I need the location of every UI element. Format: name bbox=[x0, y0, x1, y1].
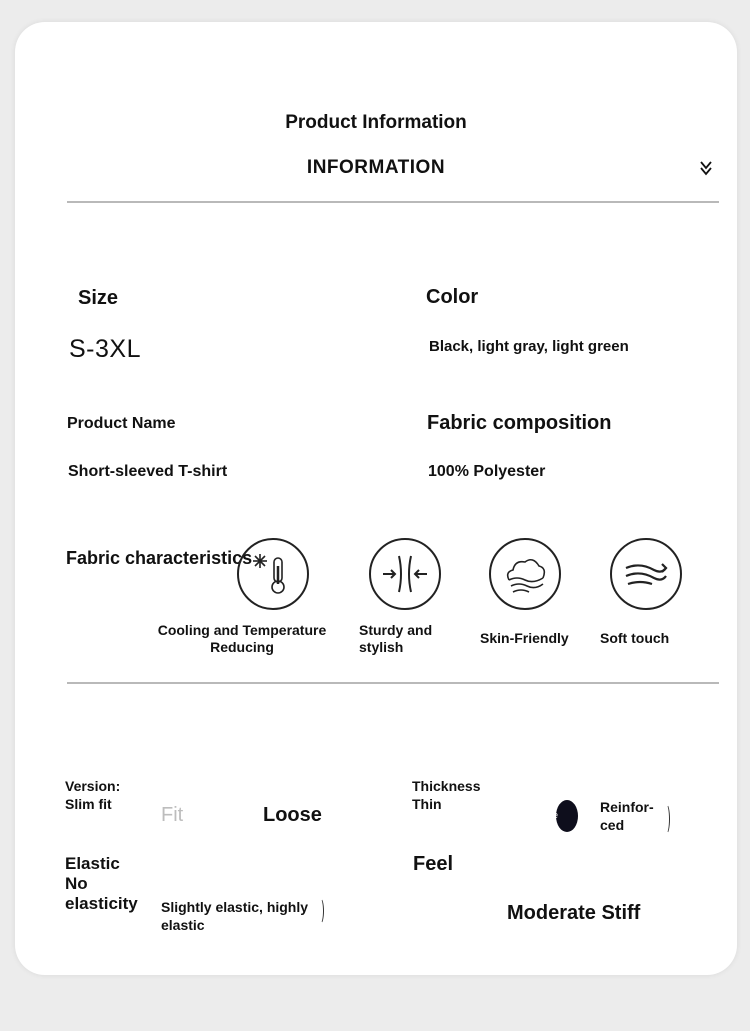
size-label: Size bbox=[78, 287, 119, 309]
feature-skin-friendly-label: Skin-Friendly bbox=[480, 630, 569, 646]
cloud-icon bbox=[489, 538, 561, 610]
fabric-composition-value: 100% Polyester bbox=[428, 463, 546, 480]
loose-option: Loose bbox=[263, 804, 322, 826]
reinforced-line2: ced bbox=[600, 817, 625, 833]
color-label: Color bbox=[426, 286, 479, 308]
reinforced-option bbox=[600, 798, 654, 834]
elastic-option bbox=[161, 898, 308, 934]
size-value: S-3XL bbox=[69, 335, 141, 363]
thermometer-snowflake-icon bbox=[237, 538, 309, 610]
feel-value: Moderate Stiff bbox=[507, 902, 641, 924]
feature-sturdy-label: Sturdy and stylish bbox=[359, 622, 433, 655]
feather-wind-icon bbox=[610, 538, 682, 610]
product-name-value: Short-sleeved T-shirt bbox=[68, 463, 228, 480]
elastic-option-line1: Slightly elastic, highly bbox=[161, 899, 309, 915]
page-subtitle: INFORMATION bbox=[306, 157, 446, 178]
thickness-indicator-text: e bbox=[553, 810, 559, 820]
thickness-indicator bbox=[556, 800, 578, 832]
version-group bbox=[65, 777, 120, 813]
elastic-option-line2: elastic bbox=[161, 917, 205, 933]
elastic-value-line1: No bbox=[65, 874, 88, 893]
feel-label: Feel bbox=[413, 853, 454, 875]
feature-cooling-label: Cooling and Temperature Reducing bbox=[157, 622, 327, 655]
page-title: Product Information bbox=[285, 112, 467, 133]
thickness-value: Thin bbox=[412, 796, 442, 812]
fabric-characteristics-label: Fabric characteristics bbox=[66, 548, 253, 568]
fit-option: Fit bbox=[161, 804, 184, 826]
inward-arrows-icon bbox=[369, 538, 441, 610]
double-chevron-down-icon[interactable] bbox=[698, 159, 714, 179]
version-label: Version: bbox=[65, 778, 121, 794]
elastic-label: Elastic bbox=[65, 854, 120, 873]
thickness-group bbox=[412, 777, 480, 813]
divider bbox=[67, 201, 719, 203]
elastic-group bbox=[65, 854, 138, 914]
version-value: Slim fit bbox=[65, 796, 112, 812]
feature-soft-touch-label: Soft touch bbox=[600, 630, 670, 646]
color-value: Black, light gray, light green bbox=[429, 338, 629, 355]
info-card bbox=[15, 22, 737, 975]
product-name-label: Product Name bbox=[67, 415, 176, 432]
fabric-composition-label: Fabric composition bbox=[427, 412, 612, 434]
thickness-label: Thickness bbox=[412, 778, 481, 794]
scale-end-arc bbox=[317, 898, 324, 924]
elastic-value-line2: elasticity bbox=[65, 894, 138, 913]
reinforced-line1: Reinfor- bbox=[600, 799, 654, 815]
divider bbox=[67, 682, 719, 684]
scale-end-arc bbox=[663, 804, 670, 834]
